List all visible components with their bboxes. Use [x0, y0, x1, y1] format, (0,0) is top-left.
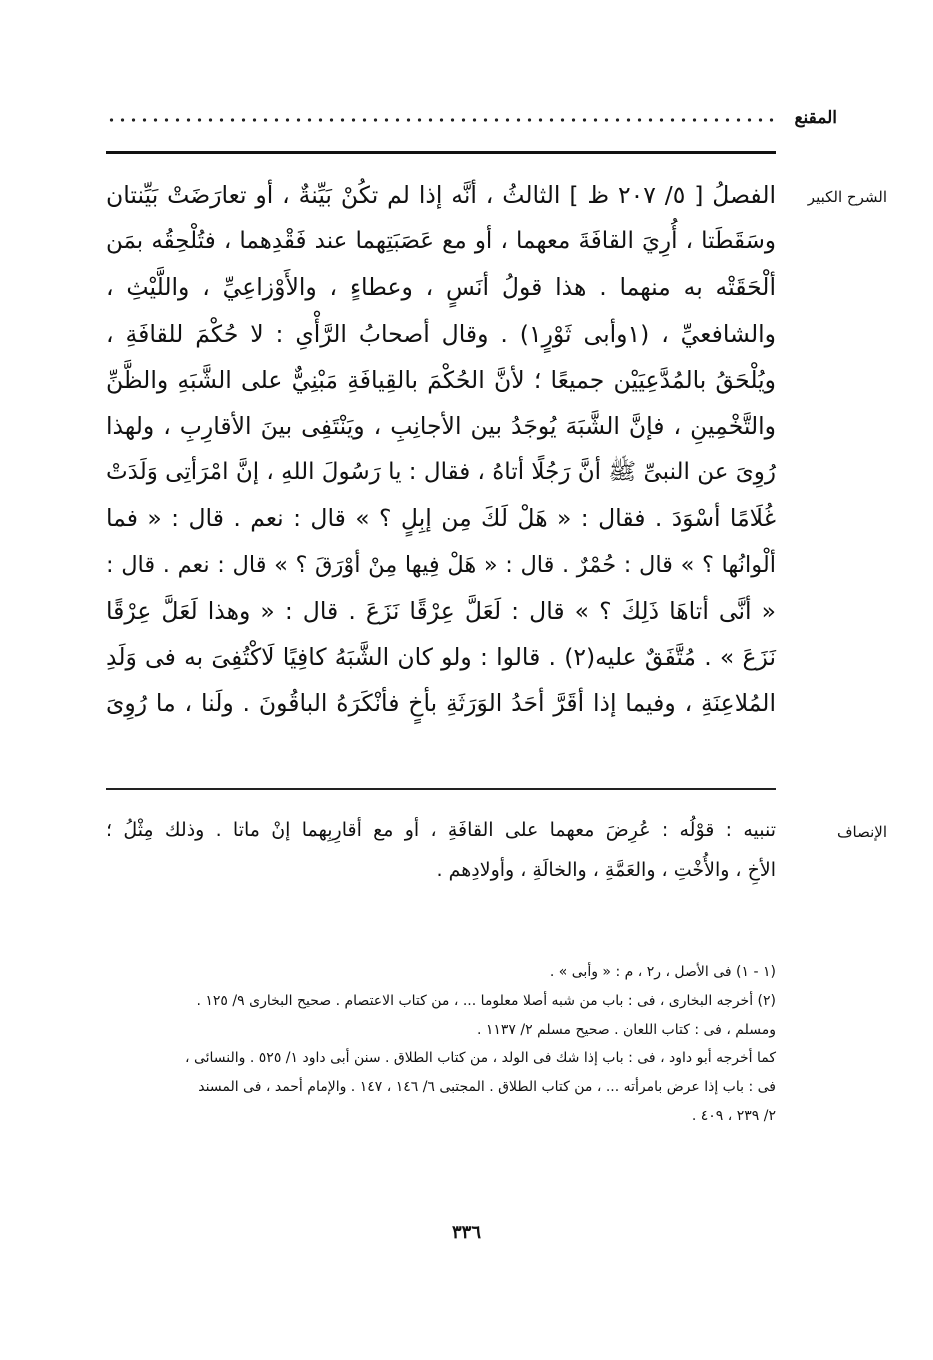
footnote-line: كما أخرجه أبو داود ، فى : باب إذا شك فى الولد ، من كتاب الطلاق . سنن أبى داود ١/ ٥٢٥ . والنسائى ، — [185, 1050, 776, 1067]
main-line: ألْوانُها ؟ » قال : حُمْرٌ . قال : « هَلْ فِيها مِنْ أوْرَقَ ؟ » قال : نعم . قال : — [106, 551, 776, 578]
main-line: غُلَامًا أسْوَدَ . فقال : « هَلْ لَكَ مِن إبِلٍ ؟ » قال : نعم . قال : « فما — [106, 504, 776, 533]
main-line: ويُلْحَقُ بالمُدَّعِيَيْن جميعًا ؛ لأنَّ الحُكْمَ بالقِيافَةِ مَبْنِيٌّ على الشَّبَهِ والظَّنِّ — [106, 365, 776, 394]
main-line: « أنَّى أتاهَا ذَلِكَ ؟ » قال : لَعَلَّ عِرْقًا نَزَعَ . قال : « وهذا لَعَلَّ عِرْقًا — [106, 596, 776, 625]
insaf-section-label: الإنصاف — [836, 823, 887, 841]
running-title: المقنع — [794, 108, 837, 128]
footnote-line: (١ - ١) فى الأصل ، ر٢ ، م : « وأبى » . — [549, 964, 776, 980]
footnote-line: ٢/ ٢٣٩ ، ٤٠٩ . — [691, 1107, 776, 1124]
insaf-line: الأخِ ، والأُخْتِ ، والعَمَّةِ ، والخالَةِ ، وأولادِهم . — [436, 859, 776, 881]
main-line: الفصلُ [ ٥/ ٢٠٧ ظ ] الثالثُ ، أنَّه إذا لم تكُنْ بَيِّنةٌ ، أو تعارَضَتْ بَيِّنتان — [106, 181, 777, 209]
section-divider — [106, 788, 776, 790]
insaf-line: تنبيه : قوْلُه : عُرِضَ معهما على القافَةِ ، أو مع أقارِبِهما إنْ ماتا . وذلك مِثْلُ ؛ — [106, 819, 776, 841]
page-number: ٣٣٦ — [451, 1222, 481, 1243]
footnote-line: (٢) أخرجه البخارى ، فى : باب من شبه أصلا معلوما ... ، من كتاب الاعتصام . صحيح البخارى ٩/ ١٢٥ . — [196, 992, 776, 1009]
main-line: رُوِىَ عن النبىِّ ﷺ أنَّ رَجُلًا أتاهُ ، فقال : يا رَسُولَ اللهِ ، إنَّ امْرَأتِى وَلَدَتْ — [106, 459, 776, 486]
header-rule — [106, 151, 776, 154]
main-line: وسَقَطَتا ، أُرِيَ القافَةَ معهما ، أو مع عَصَبَتِهما عند فَقْدِهما ، فتُلْحِقُه بمَن — [106, 228, 776, 255]
main-line: نَزَعَ » . مُتَّفَقٌ عليه(٢) . قالوا : ولو كان الشَّبَهُ كافِيًا لَاكْتُفِىَ به فى وَلَدِ — [106, 643, 776, 672]
insaf-text-block — [106, 810, 776, 890]
footnotes-block — [106, 958, 776, 1131]
dotted-rule — [106, 116, 774, 124]
sharh-section-label: الشرح الكبير — [807, 188, 887, 206]
footnote-line: ومسلم ، فى : كتاب اللعان . صحيح مسلم ٢/ ١١٣٧ . — [476, 1021, 776, 1038]
main-text-block — [106, 172, 776, 726]
main-line: ألْحَقَتْه به منهما . هذا قولُ أنَسٍ ، وعطاءٍ ، والأَوْزاعِيِّ ، واللَّيْثِ ، — [106, 273, 776, 302]
main-line: والتَّخْمِينِ ، فإنَّ الشَّبَهَ يُوجَدُ بين الأجانِبِ ، ويَنْتَفِى بينَ الأقارِبِ ، ولهذا — [106, 412, 776, 441]
main-line: والشافعيِّ ، (١وأبى ثَوْرٍ١) . وقال أصحابُ الرَّأْىِ : لا حُكْمَ للقافَةِ ، — [106, 319, 776, 348]
footnote-line: فى : باب إذا عرض بامرأته ... ، من كتاب الطلاق . المجتبى ٦/ ١٤٦ ، ١٤٧ . والإمام أحمد ، فى المسند — [198, 1079, 776, 1096]
main-line: المُلاعِنَةِ ، وفيما إذا أقَرَّ أحَدُ الوَرَثَةِ بأخٍ فأنْكَرَهُ الباقُونَ . ولَنا ، ما رُوِىَ — [106, 689, 776, 718]
